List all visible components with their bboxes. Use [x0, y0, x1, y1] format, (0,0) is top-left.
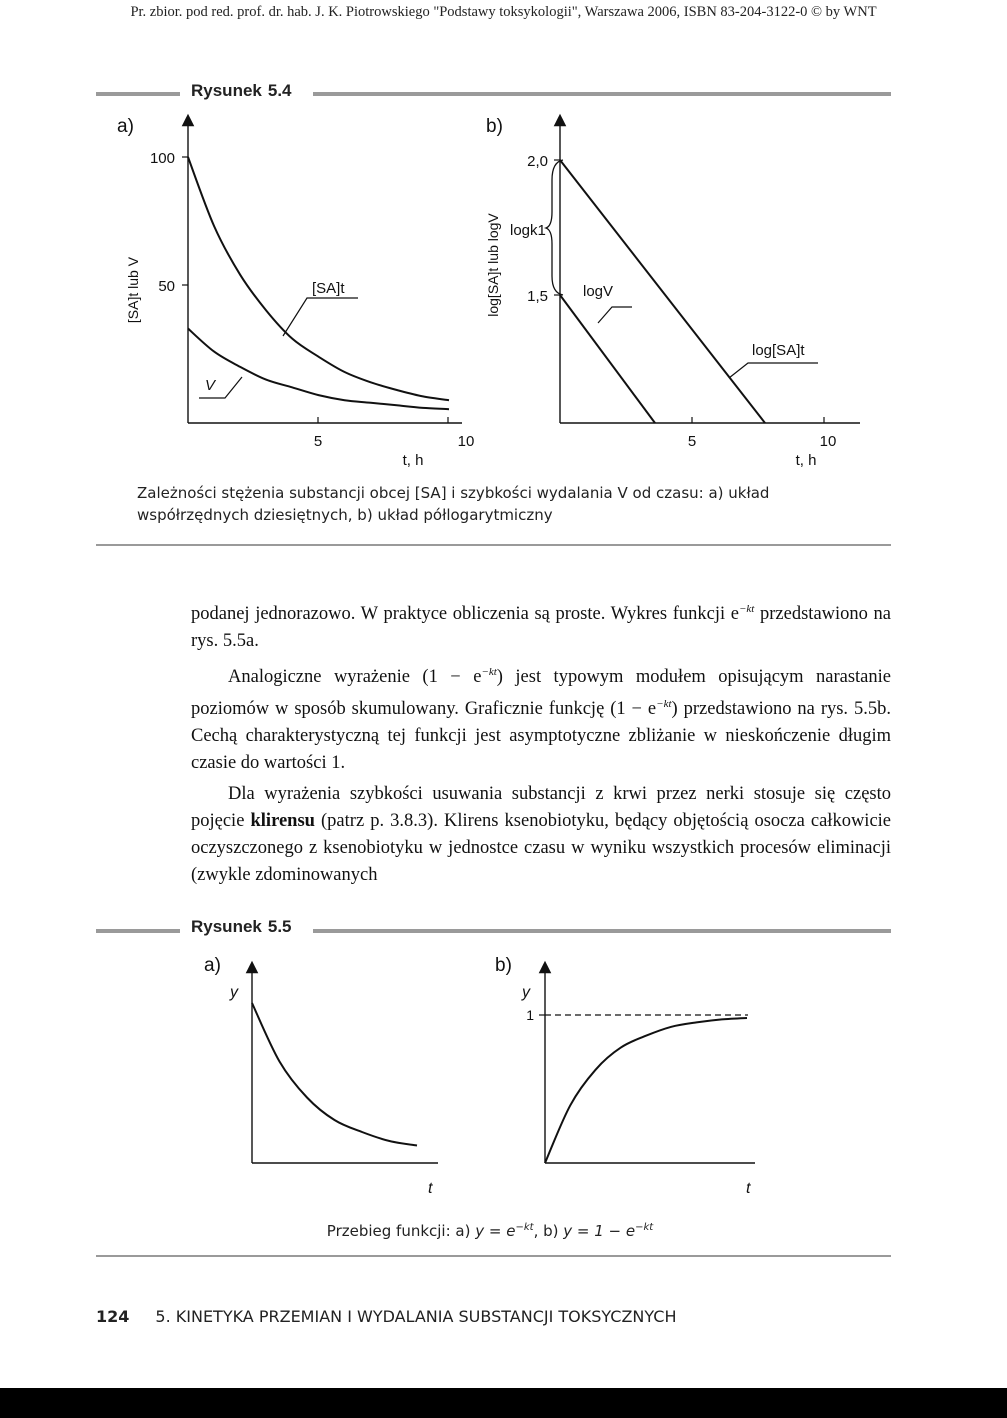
- line-log-v: [560, 295, 655, 423]
- chapter-title: 5. KINETYKA PRZEMIAN I WYDALANIA SUBSTANCJI TOKSYCZNYCH: [155, 1307, 677, 1326]
- x-tick-label-5: 5: [313, 433, 323, 450]
- y-tick-label-100: 100: [149, 150, 175, 167]
- superscript: −kt: [635, 1222, 654, 1233]
- x-axis-label: t, h: [402, 452, 424, 469]
- body-text: [191, 596, 891, 889]
- superscript: −kt: [515, 1222, 534, 1233]
- curve-sa-leader: [283, 298, 358, 336]
- text-span: ) przedstawiono na rys. 5.5b. Cechą charakterystyczną tej funkcji jest asymptotyczne zbliżanie w nieskończenie długim czasie do wartości 1.: [191, 699, 891, 774]
- text-span: Analogiczne wyrażenie (1 − e: [228, 667, 482, 688]
- curve-sa: [188, 157, 449, 400]
- chart-panel-a: [204, 955, 438, 1197]
- page-footer: [96, 1307, 677, 1326]
- panel-a-tag: a): [117, 116, 134, 137]
- figure-5-5-caption: [0, 1217, 980, 1242]
- log-sa-leader: [729, 363, 818, 378]
- figure-5-4-label: [191, 81, 292, 101]
- text-span: ) jest typowym modułem opisującym narastanie poziomów w sposób skumulowany. Graficznie funkcję (1 − e: [191, 667, 891, 720]
- text-span: Dla wyrażenia szybkości usuwania substancji z krwi przez nerki stosuje się często pojęcie: [191, 784, 891, 832]
- superscript: −kt: [481, 666, 497, 679]
- y-tick-label-50: 50: [158, 278, 175, 295]
- caption-text: , b): [533, 1222, 559, 1240]
- text-span: (patrz p. 3.8.3). Klirens ksenobiotyku, będący objętością osocza całkowicie oczyszczonego z ksenobiotyku w jednostce czasu w wyniku wszystkich procesów eliminacji (zwykle zdominowanych: [191, 811, 892, 886]
- page-number: 124: [96, 1307, 130, 1326]
- paragraph-2: [191, 659, 891, 777]
- figure-label-number: 5.5: [267, 917, 292, 936]
- x-tick-label-10: 10: [457, 433, 475, 450]
- x-axis-label: t: [428, 1180, 433, 1197]
- y-axis-label: [SA]t lub V: [125, 256, 141, 324]
- x-axis-label: t: [746, 1180, 751, 1197]
- figure-label-word: Rysunek: [191, 917, 262, 936]
- caption-equation: y = 1 − e: [563, 1222, 636, 1240]
- curve-v-label: V: [205, 377, 216, 394]
- log-sa-label: log[SA]t: [752, 342, 805, 359]
- logv-leader: [598, 307, 632, 323]
- caption-equation: y = e: [475, 1222, 516, 1240]
- chart-panel-b: [485, 116, 860, 469]
- panel-a-tag: a): [204, 955, 221, 976]
- figure-5-5-label: [191, 917, 292, 937]
- bold-term: klirensu: [250, 811, 315, 832]
- figure-5-5-bottom-rule: [96, 1255, 891, 1257]
- x-axis-label: t, h: [795, 452, 817, 469]
- x-tick-label-10: 10: [819, 433, 837, 450]
- logv-label: logV: [583, 283, 614, 300]
- chart-panel-b: [495, 955, 755, 1197]
- paragraph-3: [191, 781, 891, 889]
- chart-panel-a: [117, 116, 474, 469]
- running-header: Pr. zbior. pod red. prof. dr. hab. J. K. Piotrowskiego "Podstawy toksykologii", Warszawa 2006, ISBN 83-204-3122-0 © by WNT: [130, 4, 877, 20]
- figure-rule-right: [313, 92, 891, 96]
- caption-text: Przebieg funkcji: a): [326, 1222, 471, 1240]
- y-tick-label-2-0: 2,0: [527, 153, 548, 170]
- text-span: przedstawiono na rys. 5.5a.: [191, 604, 892, 652]
- figure-rule-left: [96, 929, 180, 933]
- caption-line-2: współrzędnych dziesiętnych, b) układ półlogarytmiczny: [137, 506, 553, 524]
- caption-line-1: Zależności stężenia substancji obcej [SA] i szybkości wydalania V od czasu: a) układ: [137, 484, 770, 502]
- logk1-label: logk1: [510, 222, 546, 239]
- panel-b-tag: b): [495, 955, 512, 976]
- superscript: −kt: [656, 698, 672, 711]
- figure-5-4-caption: [137, 482, 897, 526]
- curve-sa-label: [SA]t: [312, 280, 345, 297]
- y-axis-label: y: [230, 984, 238, 1001]
- panel-b-tag: b): [486, 116, 503, 137]
- figure-rule-left: [96, 92, 180, 96]
- figure-5-4-bottom-rule: [96, 544, 891, 546]
- figure-label-number: 5.4: [267, 81, 292, 100]
- superscript: −kt: [738, 603, 755, 615]
- y-axis-label: log[SA]t lub logV: [485, 213, 501, 317]
- text-span: podanej jednorazowo. W praktyce obliczenia są proste. Wykres funkcji e: [191, 604, 739, 625]
- y-tick-label-1-5: 1,5: [527, 288, 548, 305]
- figure-label-word: Rysunek: [191, 81, 262, 100]
- curve-exp-decay: [252, 1003, 417, 1146]
- y-tick-label-1: 1: [526, 1007, 534, 1023]
- curve-v: [188, 329, 449, 410]
- curve-saturation: [545, 1018, 747, 1163]
- y-axis-label: y: [522, 984, 530, 1001]
- figure-5-5-charts: [0, 945, 1007, 1205]
- x-tick-label-5: 5: [687, 433, 697, 450]
- figure-rule-right: [313, 929, 891, 933]
- paragraph-1: [191, 596, 891, 655]
